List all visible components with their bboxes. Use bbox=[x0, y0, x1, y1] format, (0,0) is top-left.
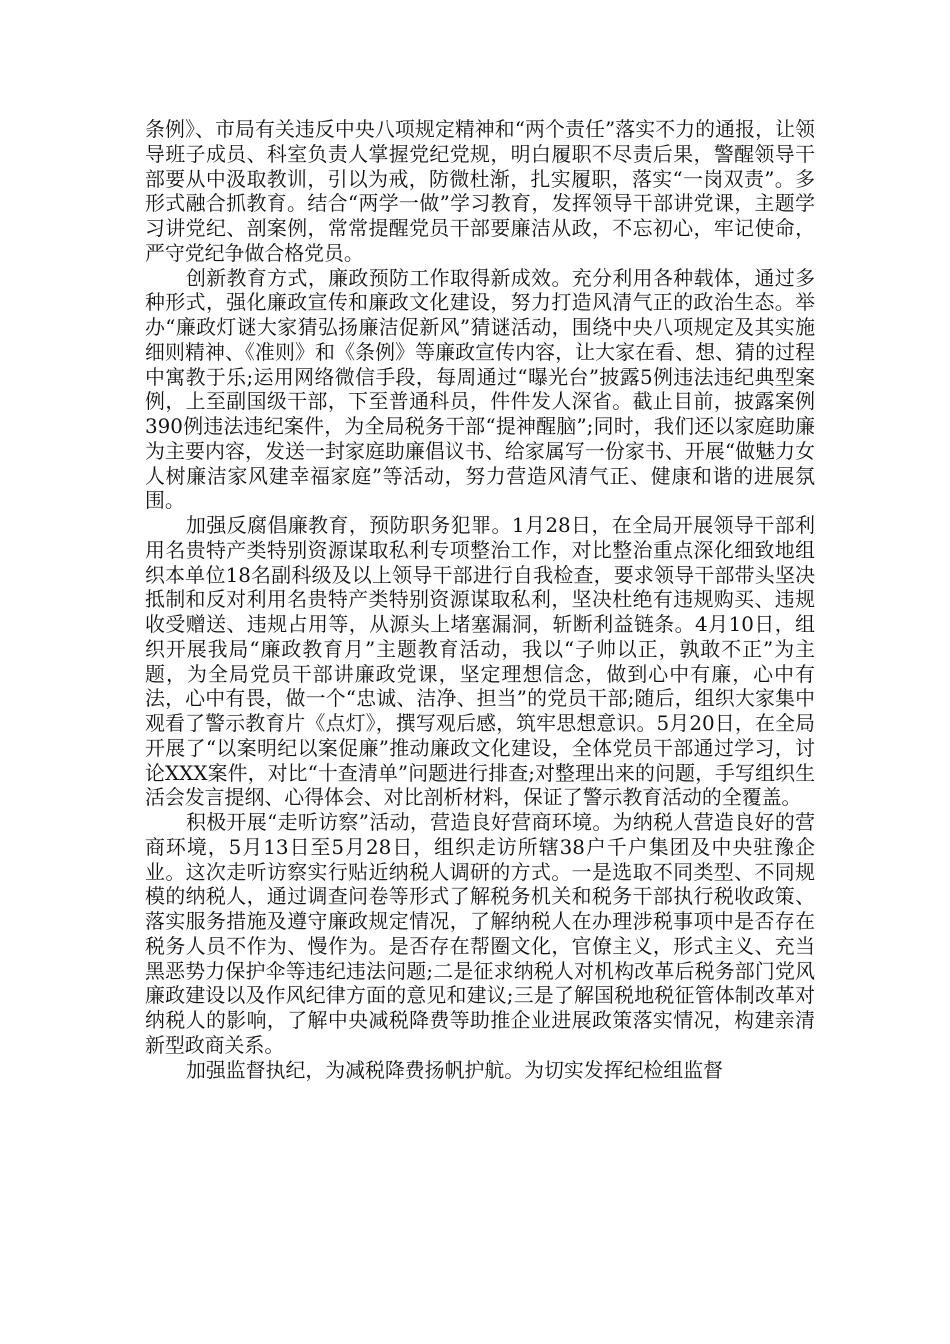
paragraph-education-innovation: 创新教育方式，廉政预防工作取得新成效。充分利用各种载体，通过多种形式，强化廉政宣传和廉政文化建设，努力打造风清气正的政治生态。举办“廉政灯谜大家猜弘扬廉洁促新风”猜谜活动，围绕中央八项规定及其实施细则精神、《准则》和《条例》等廉政宣传内容，让大家在看、想、猜的过程中寓教于乐;运用网络微信手段，每周通过“曝光台”披露5例违法违纪典型案例，上至副国级干部，下至普通科员，件件发人深省。截止目前，披露案例390例违法违纪案件，为全局税务干部“提神醒脑”;同时，我们还以家庭助廉为主要内容，发送一封家庭助廉倡议书、给家属写一份家书、开展“做魅力女人树廉洁家风建幸福家庭”等活动，努力营造风清气正、健康和谐的进展氛围。 bbox=[145, 266, 815, 513]
paragraph-anti-corruption: 加强反腐倡廉教育，预防职务犯罪。1月28日，在全局开展领导干部利用名贵特产类特别资源谋取私利专项整治工作，对比整治重点深化细致地组织本单位18名副科级及以上领导干部进行自我检查，要求领导干部带头坚决抵制和反对利用名贵特产类特别资源谋取私利，坚决杜绝有违规购买、违规收受赠送、违规占用等，从源头上堵塞漏洞，斩断利益链条。4月10日，组织开展我局“廉政教育月”主题教育活动，我以“子帅以正，孰敢不正”为主题，为全局党员干部讲廉政党课，坚定理想信念，做到心中有廉，心中有法，心中有畏，做一个“忠诚、洁净、担当”的党员干部;随后，组织大家集中观看了警示教育片《点灯》，撰写观后感，筑牢思想意识。5月20日，在全局开展了“以案明纪以案促廉”推动廉政文化建设，全体党员干部通过学习，讨论XXX案件，对比“十查清单”问题进行排查;对整理出来的问题，手写组织生活会发言提纲、心得体会、对比剖析材料，保证了警示教育活动的全覆盖。 bbox=[145, 514, 815, 810]
paragraph-continued: 条例》、市局有关违反中央八项规定精神和“两个责任”落实不力的通报，让领导班子成员、科室负责人掌握党纪党规，明白履职不尽责后果，警醒领导干部要从中汲取教训，引以为戒，防微杜渐，扎实履职，落实“一岗双责”。多形式融合抓教育。结合“两学一做”学习教育，发挥领导干部讲党课，主题学习讲党纪、剖案例，常常提醒党员干部要廉洁从政，不忘初心，牢记使命，严守党纪争做合格党员。 bbox=[145, 118, 815, 265]
paragraph-visit-activity: 积极开展“走听访察”活动，营造良好营商环境。为纳税人营造良好的营商环境，5月13日至5月28日，组织走访所辖38户千户集团及中央驻豫企业。这次走听访察实行贴近纳税人调研的方式。一是选取不同类型、不同规模的纳税人，通过调查问卷等形式了解税务机关和税务干部执行税收政策、落实服务措施及遵守廉政规定情况，了解纳税人在办理涉税事项中是否存在税务人员不作为、慢作为。是否存在帮圈文化，官僚主义，形式主义、充当黑恶势力保护伞等违纪违法问题;二是征求纳税人对机构改革后税务部门党风廉政建设以及作风纪律方面的意见和建议;三是了解国税地税征管体制改革对纳税人的影响，了解中央减税降费等助推企业进展政策落实情况，构建亲清新型政商关系。 bbox=[145, 811, 815, 1057]
document-page bbox=[145, 118, 815, 1083]
paragraph-supervision: 加强监督执纪，为减税降费扬帆护航。为切实发挥纪检组监督 bbox=[186, 1058, 724, 1082]
